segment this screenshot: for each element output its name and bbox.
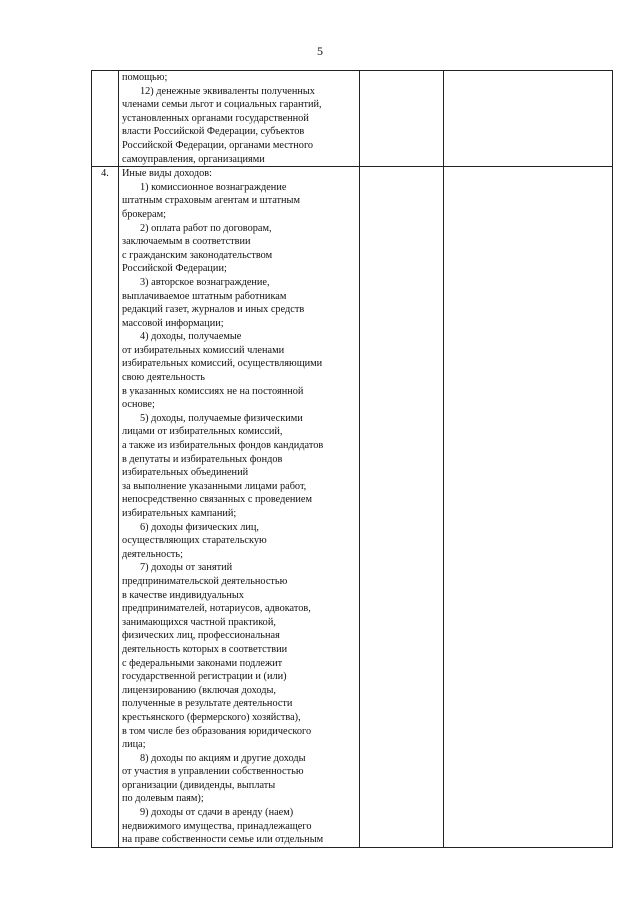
text-line: предпринимателей, нотариусов, адвокатов, [122, 603, 311, 615]
text-line: 8) доходы по акциям и другие доходы [140, 752, 306, 764]
empty-cell [360, 71, 444, 167]
income-description-cell [119, 71, 360, 167]
text-line: Российской Федерации, органами местного [122, 139, 314, 151]
text-line: деятельность которых в соответствии [122, 643, 288, 655]
text-line: брокерам; [122, 208, 166, 220]
text-line: по долевым паям); [122, 793, 204, 805]
text-line: власти Российской Федерации, субъектов [122, 126, 305, 138]
row-number [92, 71, 119, 167]
text-line: самоуправления, организациями [122, 153, 265, 165]
text-line: в депутаты и избирательных фондов [122, 453, 283, 465]
table-row [92, 71, 613, 167]
text-line: в указанных комиссиях не на постоянной [122, 385, 304, 397]
text-line: избирательных объединений [122, 467, 249, 479]
text-line: 7) доходы от занятий [140, 562, 233, 574]
text-line: с гражданским законодательством [122, 249, 273, 261]
text-line: штатным страховым агентам и штатным [122, 195, 300, 207]
text-line: от участия в управлении собственностью [122, 766, 304, 778]
text-line: 9) доходы от сдачи в аренду (наем) [140, 807, 294, 819]
income-description-cell [119, 167, 360, 848]
text-line: а также из избирательных фондов кандидатов [122, 440, 324, 452]
text-line: в качестве индивидуальных [122, 589, 244, 601]
text-line: 3) авторское вознаграждение, [140, 276, 270, 288]
text-line: избирательных комиссий, осуществляющими [122, 358, 323, 370]
text-line: редакций газет, журналов и иных средств [122, 304, 305, 316]
text-line: массовой информации; [122, 317, 224, 329]
text-line: выплачиваемое штатным работникам [122, 290, 287, 302]
text-line: 2) оплата работ по договорам, [140, 222, 272, 234]
text-line: Российской Федерации; [122, 263, 227, 275]
text-line: заключаемым в соответствии [122, 236, 251, 248]
row-number: 4. [92, 167, 119, 848]
text-line: от избирательных комиссий членами [122, 344, 285, 356]
text-line: 6) доходы физических лиц, [140, 521, 259, 533]
text-line: в том числе без образования юридического [122, 725, 312, 737]
text-line: предпринимательской деятельностью [122, 575, 288, 587]
text-line: членами семьи льгот и социальных гарантий, [122, 99, 322, 111]
empty-cell [444, 167, 613, 848]
text-line: свою деятельность [122, 372, 205, 384]
text-line: крестьянского (фермерского) хозяйства), [122, 711, 301, 723]
text-line: занимающихся частной практикой, [122, 616, 276, 628]
empty-cell [360, 167, 444, 848]
text-line: государственной регистрации и (или) [122, 671, 287, 683]
text-line: на праве собственности семье или отдельным [122, 834, 324, 846]
text-line: физических лиц, профессиональная [122, 630, 280, 642]
text-line: осуществляющих старательскую [122, 535, 267, 547]
text-line: лицензированию (включая доходы, [122, 684, 276, 696]
text-line: полученные в результате деятельности [122, 698, 293, 710]
text-line: за выполнение указанными лицами работ, [122, 480, 307, 492]
text-line: деятельность; [122, 548, 183, 560]
text-line: установленных органами государственной [122, 112, 309, 124]
text-line: лицами от избирательных комиссий, [122, 426, 283, 438]
text-line: 5) доходы, получаемые физическими [140, 412, 303, 424]
text-line: организации (дивиденды, выплаты [122, 779, 276, 791]
text-line: 12) денежные эквиваленты полученных [140, 85, 315, 97]
income-types-table [91, 70, 613, 848]
page-number: 5 [317, 44, 323, 58]
text-line: 4) доходы, получаемые [140, 331, 242, 343]
text-line: с федеральными законами подлежит [122, 657, 283, 669]
text-line: 1) комиссионное вознаграждение [140, 181, 287, 193]
table-row [92, 167, 613, 848]
text-line: помощью; [122, 72, 168, 83]
text-line: основе; [122, 399, 155, 411]
text-line: избирательных кампаний; [122, 508, 237, 519]
text-line: лица; [122, 739, 146, 751]
text-line: недвижимого имущества, принадлежащего [122, 820, 312, 832]
empty-cell [444, 71, 613, 167]
text-line: Иные виды доходов: [122, 168, 212, 180]
text-line: непосредственно связанных с проведением [122, 494, 313, 506]
